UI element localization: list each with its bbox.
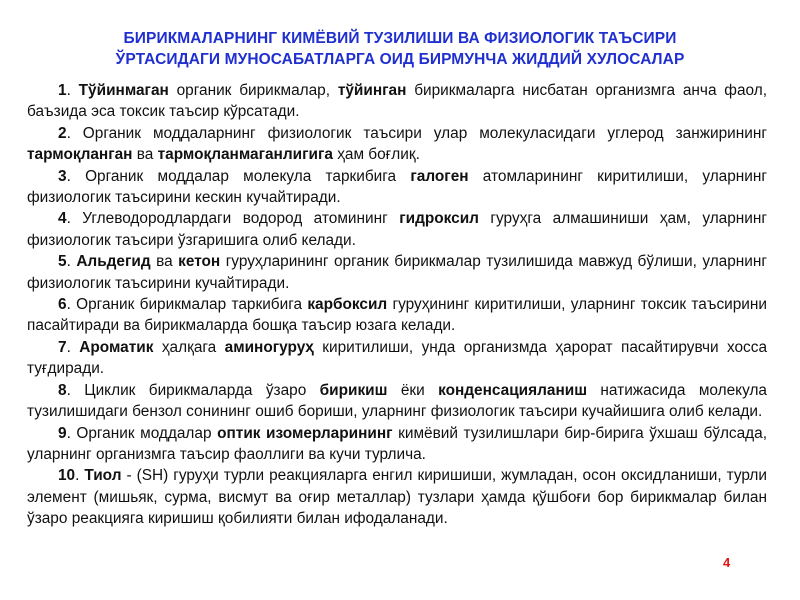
item-text: натижасида молекула тузилишидаги бензол сонининг ошиб бориши, уларнинг физиологик таъсири кучайишига олиб келади. (27, 381, 767, 421)
item-text: ҳалқага (153, 338, 225, 356)
item-number: 8 (58, 381, 67, 399)
item-number: 7 (58, 338, 67, 356)
item-text: ёки (387, 381, 439, 399)
item-text: . Циклик бирикмаларда ўзаро (66, 381, 320, 399)
key-term: Тиол (84, 467, 122, 485)
item-text: . Органик бирикмалар таркибига (66, 296, 308, 314)
key-term: гидроксил (399, 210, 479, 228)
item-text: органик бирикмалар, (168, 82, 338, 99)
item-text: атомларининг киритилиши, уларнинг физиологик таъсирини кескин кучайтиради. (27, 167, 767, 207)
item-text: - (SH) гуруҳи турли реакцияларга енгил киришиши, жумладан, осон оксидланиши, турли элемент (мишьяк, сурма, висмут ва оғир металлар) тузлари ҳамда қўшбоғи бор бирикмалар билан ўзаро реакцияга киришиш қобилияти билан ифодаланади. (27, 467, 767, 528)
key-term: Ароматик (79, 338, 154, 356)
item-text: . (75, 467, 85, 485)
item-text: . Органик моддалар (66, 424, 218, 442)
item-text: . Органик моддаларнинг физиологик таъсири улар молекуласидаги углерод занжирининг (66, 124, 767, 142)
item-text: бирикмаларга нисбатан организмга анча фаол, баъзида эса токсик таъсир кўрсатади. (27, 82, 768, 121)
key-term: кетон (178, 253, 221, 271)
conclusion-item (27, 123, 767, 166)
item-text: ва (132, 146, 158, 164)
item-text: гуруҳининг киритилиши, уларнинг токсик таъсирини пасайтиради ва бирикмаларда бошқа таъсир юзага келади. (27, 296, 767, 335)
conclusion-item (27, 337, 767, 380)
conclusion-item (27, 208, 767, 251)
item-text: кимёвий тузилишлари бир-бирига ўхшаш бўлсада, уларнинг организмга таъсир фаоллиги ва кучи турлича. (27, 424, 768, 463)
item-number: 1 (58, 82, 67, 99)
key-term: тармоқланган (27, 146, 133, 164)
item-number: 6 (58, 296, 67, 314)
item-text: . (66, 253, 77, 271)
conclusions-list (27, 80, 767, 530)
title-line-2: ЎРТАСИДАГИ МУНОСАБАТЛАРГА ОИД БИРМУНЧА ЖИДДИЙ ХУЛОСАЛАР (115, 51, 685, 68)
key-term: Альдегид (76, 253, 151, 271)
page-number: 4 (723, 555, 731, 570)
item-number: 3 (58, 167, 67, 185)
item-number: 5 (58, 253, 67, 271)
key-term: галоген (410, 167, 469, 185)
title-line-1: БИРИКМАЛАРНИНГ КИМЁВИЙ ТУЗИЛИШИ ВА ФИЗИОЛОГИК ТАЪСИРИ (123, 30, 677, 47)
item-text: . Органик моддалар молекула таркибига (66, 167, 411, 185)
item-text: . (66, 338, 80, 356)
item-text: гуруҳларининг органик бирикмалар тузилишида мавжуд бўлиши, уларнинг физиологик таъсирини кучайтиради. (27, 253, 767, 292)
key-term: конденсацияланиш (438, 381, 588, 399)
key-term: тўйинган (337, 82, 407, 99)
key-term: Тўйинмаган (78, 82, 169, 99)
item-number: 9 (58, 424, 67, 442)
key-term: оптик изомерларининг (217, 424, 393, 442)
item-text: ва (150, 253, 179, 271)
slide-title (20, 28, 780, 70)
item-number: 10 (58, 467, 76, 485)
item-number: 2 (58, 124, 67, 142)
key-term: бирикиш (319, 381, 388, 399)
item-number: 4 (58, 210, 67, 228)
conclusion-item (27, 251, 767, 294)
key-term: тармоқланмаганлигига (157, 146, 333, 164)
conclusion-item (27, 465, 767, 529)
key-term: карбоксил (307, 296, 388, 314)
item-text: гуруҳга алмашиниши ҳам, уларнинг физиологик таъсири ўзгаришига олиб келади. (27, 210, 768, 249)
conclusion-item (27, 294, 767, 337)
conclusion-item (27, 80, 767, 123)
item-text: ҳам боғлиқ. (332, 146, 420, 164)
conclusion-item (27, 380, 767, 423)
key-term: аминогуруҳ (224, 338, 314, 356)
conclusion-item (27, 166, 767, 209)
item-text: . Углеводородлардаги водород атомининг (66, 210, 400, 228)
conclusion-item (27, 423, 767, 466)
item-text: . (66, 82, 79, 99)
item-text: киритилиши, унда организмда ҳарорат пасайтирувчи хосса туғдиради. (27, 338, 768, 378)
